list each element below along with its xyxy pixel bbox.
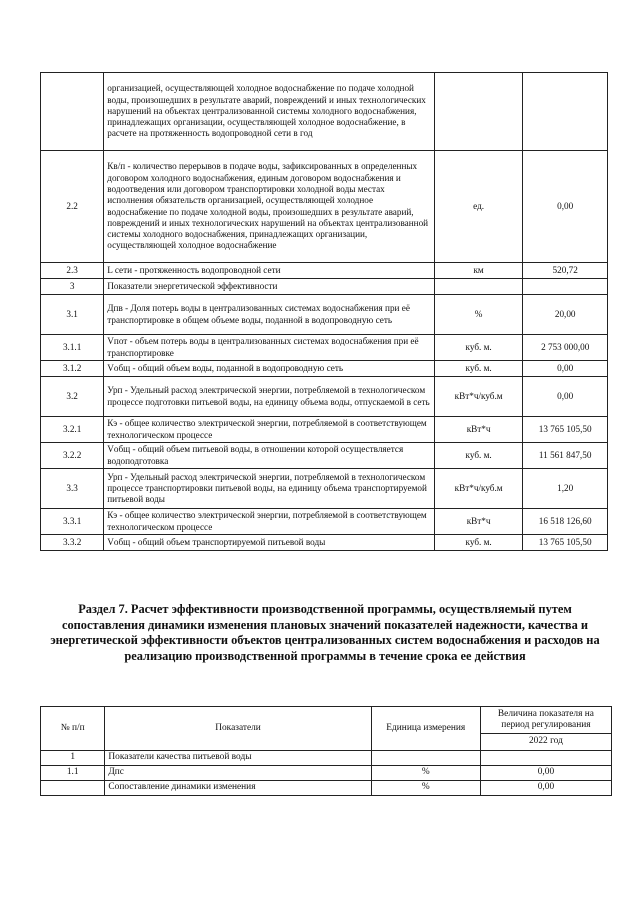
cell-value: 0,00 <box>480 781 611 796</box>
cell-num <box>41 73 104 151</box>
table-row <box>41 295 608 335</box>
cell-unit: кВт*ч <box>434 509 522 535</box>
cell-unit <box>434 279 522 295</box>
cell-unit: % <box>434 295 522 335</box>
cell-unit: кВт*ч <box>434 417 522 443</box>
indicators-table-body <box>41 73 608 551</box>
table-row <box>41 781 612 796</box>
cell-text: Vпот - объем потерь воды в централизованных системах водоснабжения при её транспортировке <box>104 335 435 361</box>
header-unit: Единица измерения <box>371 707 480 751</box>
indicators-table <box>40 72 608 551</box>
table-row <box>41 279 608 295</box>
cell-num: 1.1 <box>41 766 105 781</box>
cell-text: L сети - протяженность водопроводной сети <box>104 263 435 279</box>
table-row <box>41 417 608 443</box>
cell-value: 0,00 <box>523 361 608 377</box>
cell-text: Кв/п - количество перерывов в подаче воды, зафиксированных в определенных договором холодного водоснабжения, единым договором водоснабжения и водоотведения или договором транспортировки холодной воды местах исполнения обязательств организацией, осуществляющей холодное водоснабжение по подаче холодной воды, произошедших в результате аварий, повреждений и иных технологических нарушений на объектах централизованной системы холодного водоснабжения, принадлежащих организации, осуществляющей холодное водоснабжение <box>104 151 435 263</box>
cell-text: Vобщ - общий объем транспортируемой питьевой воды <box>104 535 435 551</box>
cell-unit: % <box>371 766 480 781</box>
section-7-heading: Раздел 7. Расчет эффективности производственной программы, осуществляемый путем сопоставления динамики изменения плановых значений показателей надежности, качества и энергетической эффективности объектов централизованных систем водоснабжения и расходов на реализацию производственной программы в течение срока ее действия <box>50 602 600 663</box>
cell-value: 0,00 <box>523 151 608 263</box>
section-7-table-body <box>41 751 612 796</box>
table-row <box>41 469 608 509</box>
header-value-group: Величина показателя на период регулирования <box>480 707 611 734</box>
cell-text: Урп - Удельный расход электрической энергии, потребляемой в технологическом процессе подготовки питьевой воды, на единицу объема воды, отпускаемой в сеть <box>104 377 435 417</box>
cell-text: Кэ - общее количество электрической энергии, потребляемой в соответствующем технологическом процессе <box>104 417 435 443</box>
section-7-table <box>40 706 612 796</box>
cell-value: 1,20 <box>523 469 608 509</box>
table-row <box>41 263 608 279</box>
cell-text: Vобщ - общий объем воды, поданной в водопроводную сеть <box>104 361 435 377</box>
cell-num: 3 <box>41 279 104 295</box>
cell-value: 0,00 <box>523 377 608 417</box>
cell-unit <box>371 751 480 766</box>
cell-unit: % <box>371 781 480 796</box>
table-row <box>41 443 608 469</box>
header-num: № п/п <box>41 707 105 751</box>
cell-num <box>41 781 105 796</box>
table-row <box>41 766 612 781</box>
cell-num: 3.2.1 <box>41 417 104 443</box>
cell-num: 3.2 <box>41 377 104 417</box>
cell-unit: куб. м. <box>434 361 522 377</box>
cell-text: Vобщ - общий объем питьевой воды, в отношении которой осуществляется водоподготовка <box>104 443 435 469</box>
cell-unit: куб. м. <box>434 443 522 469</box>
cell-num: 2.2 <box>41 151 104 263</box>
cell-text: Дпв - Доля потерь воды в централизованных системах водоснабжения при её транспортировке в общем объеме воды, поданной в водопроводную сеть <box>104 295 435 335</box>
table-row <box>41 151 608 263</box>
table-row <box>41 751 612 766</box>
cell-num: 3.2.2 <box>41 443 104 469</box>
cell-value: 11 561 847,50 <box>523 443 608 469</box>
table-row <box>41 377 608 417</box>
cell-text: Кэ - общее количество электрической энергии, потребляемой в соответствующем технологическом процессе <box>104 509 435 535</box>
cell-num: 3.3 <box>41 469 104 509</box>
cell-text: Дпс <box>105 766 371 781</box>
cell-unit: км <box>434 263 522 279</box>
table-row <box>41 509 608 535</box>
cell-value: 520,72 <box>523 263 608 279</box>
cell-unit <box>434 73 522 151</box>
cell-value: 13 765 105,50 <box>523 417 608 443</box>
header-indicators: Показатели <box>105 707 371 751</box>
table-row <box>41 361 608 377</box>
cell-value: 20,00 <box>523 295 608 335</box>
cell-num: 2.3 <box>41 263 104 279</box>
cell-unit: ед. <box>434 151 522 263</box>
cell-unit: кВт*ч/куб.м <box>434 377 522 417</box>
cell-value <box>523 73 608 151</box>
cell-value <box>480 751 611 766</box>
cell-num: 3.1.1 <box>41 335 104 361</box>
header-year: 2022 год <box>480 734 611 751</box>
table-row <box>41 335 608 361</box>
cell-unit: куб. м. <box>434 535 522 551</box>
cell-value <box>523 279 608 295</box>
table-row <box>41 73 608 151</box>
section-7-table-header-row <box>41 707 612 734</box>
cell-text: Показатели качества питьевой воды <box>105 751 371 766</box>
cell-unit: кВт*ч/куб.м <box>434 469 522 509</box>
cell-text: организацией, осуществляющей холодное водоснабжение по подаче холодной воды, произошедших в результате аварий, повреждений и иных технологических нарушений на объектах централизованной системы холодного водоснабжения, принадлежащих организации, осуществляющей холодное водоснабжение, в расчете на протяженность водопроводной сети в год <box>104 73 435 151</box>
cell-num: 3.3.1 <box>41 509 104 535</box>
cell-num: 1 <box>41 751 105 766</box>
cell-text: Урп - Удельный расход электрической энергии, потребляемой в технологическом процессе транспортировки питьевой воды, на единицу объема транспортируемой питьевой воды <box>104 469 435 509</box>
cell-value: 0,00 <box>480 766 611 781</box>
cell-value: 2 753 000,00 <box>523 335 608 361</box>
table-row <box>41 535 608 551</box>
cell-unit: куб. м. <box>434 335 522 361</box>
cell-text: Показатели энергетической эффективности <box>104 279 435 295</box>
cell-num: 3.1 <box>41 295 104 335</box>
cell-value: 16 518 126,60 <box>523 509 608 535</box>
cell-num: 3.3.2 <box>41 535 104 551</box>
cell-num: 3.1.2 <box>41 361 104 377</box>
cell-value: 13 765 105,50 <box>523 535 608 551</box>
cell-text: Сопоставление динамики изменения <box>105 781 371 796</box>
